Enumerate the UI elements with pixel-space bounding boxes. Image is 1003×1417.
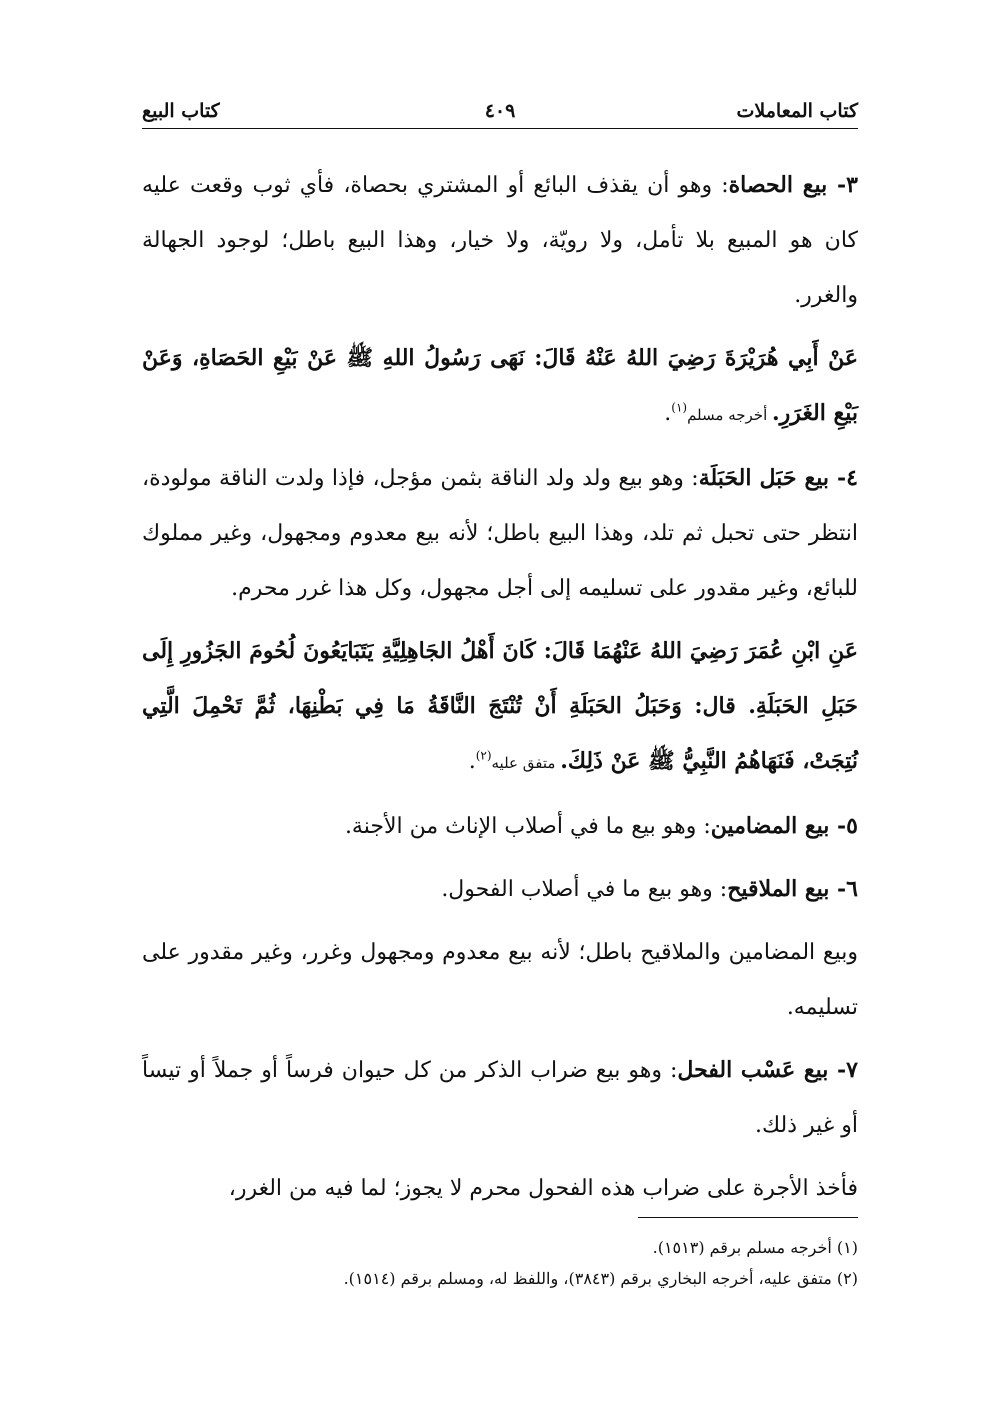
section-3-text: : وهو أن يقذف البائع أو المشتري بحصاة، فأي ثوب وقعت عليه كان هو المبيع بلا تأمل، ولا رويّة، ولا خيار، وهذا البيع باطل؛ لوجود الجهالة والغرر.	[142, 173, 858, 308]
hadith-1-text: عَنْ أَبِي هُرَيْرَةَ رَضِيَ اللهُ عَنْهُ قَالَ: نَهَى رَسُولُ اللهِ ﷺ عَنْ بَيْعِ الحَصَاةِ، وَعَنْ بَيْعِ الغَرَرِ.	[142, 345, 858, 426]
hadith-1	[142, 331, 858, 443]
hadith-2-text: عَنِ ابْنِ عُمَرَ رَضِيَ اللهُ عَنْهُمَا قَالَ: كَانَ أَهْلُ الجَاهِلِيَّةِ يَتَبَايَعُونَ لُحُومَ الجَزُورِ إِلَى حَبَلِ الحَبَلَةِ. قال: وَحَبَلُ الحَبَلَةِ أَنْ تُنْتَجَ النَّاقَةُ مَا فِي بَطْنِهَا، ثُمَّ تَحْمِلَ الَّتِي نُتِجَتْ، فَنَهَاهُمُ النَّبِيُّ ﷺ عَنْ ذَلِكَ.	[142, 638, 858, 774]
footnotes	[142, 1232, 858, 1294]
page-number: ٤٠٩	[484, 100, 516, 122]
section-7-text: : وهو بيع ضراب الذكر من كل حيوان فرساً أو جملاً أو تيساً أو غير ذلك.	[142, 1058, 858, 1138]
section-6	[142, 862, 858, 917]
section-5-text: : وهو بيع ما في أصلاب الإناث من الأجنة.	[344, 814, 711, 839]
section-7-note: فأخذ الأجرة على ضراب هذه الفحول محرم لا يجوز؛ لما فيه من الغرر،	[228, 1176, 858, 1201]
footnote-2: (٢) متفق عليه، أخرجه البخاري برقم (٣٨٤٣)، واللفظ له، ومسلم برقم (١٥١٤).	[343, 1269, 858, 1288]
hadith-2-end: .	[468, 749, 476, 774]
header-book-title: كتاب المعاملات	[736, 100, 858, 122]
section-3	[142, 158, 858, 323]
section-4-number: ٤-	[828, 465, 858, 491]
hadith-2-reference: متفق عليه	[491, 754, 561, 772]
hadith-1-end: .	[664, 401, 672, 426]
header-chapter-title: كتاب البيع	[142, 100, 220, 122]
section-4-text: : وهو بيع ولد ولد الناقة بثمن مؤجل، فإذا ولدت الناقة مولودة، انتظر حتى تحبل ثم تلد، وهذا البيع باطل؛ لأنه بيع معدوم ومجهول، وغير مملوك للبائع، وغير مقدور على تسليمه إلى أجل مجهول، وكل هذا غرر محرم.	[142, 466, 858, 601]
section-7-term: بيع عَسْب الفحل	[677, 1057, 829, 1083]
section-4	[142, 451, 858, 616]
footnote-divider	[638, 1217, 858, 1218]
section-5	[142, 799, 858, 854]
section-5-term: بيع المضامين	[710, 813, 830, 839]
running-header	[142, 98, 858, 129]
section-3-number: ٣-	[827, 172, 858, 198]
section-4-term: بيع حَبَل الحَبَلَة	[698, 465, 829, 491]
section-6-note: وبيع المضامين والملاقيح باطل؛ لأنه بيع معدوم ومجهول وغرر، وغير مقدور على تسليمه.	[142, 940, 858, 1020]
footnote-mark-2: (٢)	[475, 748, 492, 763]
page-body	[142, 158, 858, 1224]
section-5-number: ٥-	[829, 813, 858, 839]
footnote-mark-1: (١)	[671, 400, 688, 415]
section-7-number: ٧-	[828, 1057, 858, 1083]
section-6-text: : وهو بيع ما في أصلاب الفحول.	[441, 877, 728, 902]
section-7	[142, 1043, 858, 1153]
hadith-2	[142, 624, 858, 791]
section-3-term: بيع الحصاة	[728, 172, 828, 198]
hadith-1-reference: أخرجه مسلم	[687, 406, 773, 424]
section-6-term: بيع الملاقيح	[727, 876, 830, 902]
footnote-1: (١) أخرجه مسلم برقم (١٥١٣).	[652, 1238, 858, 1257]
section-6-number: ٦-	[829, 876, 858, 902]
